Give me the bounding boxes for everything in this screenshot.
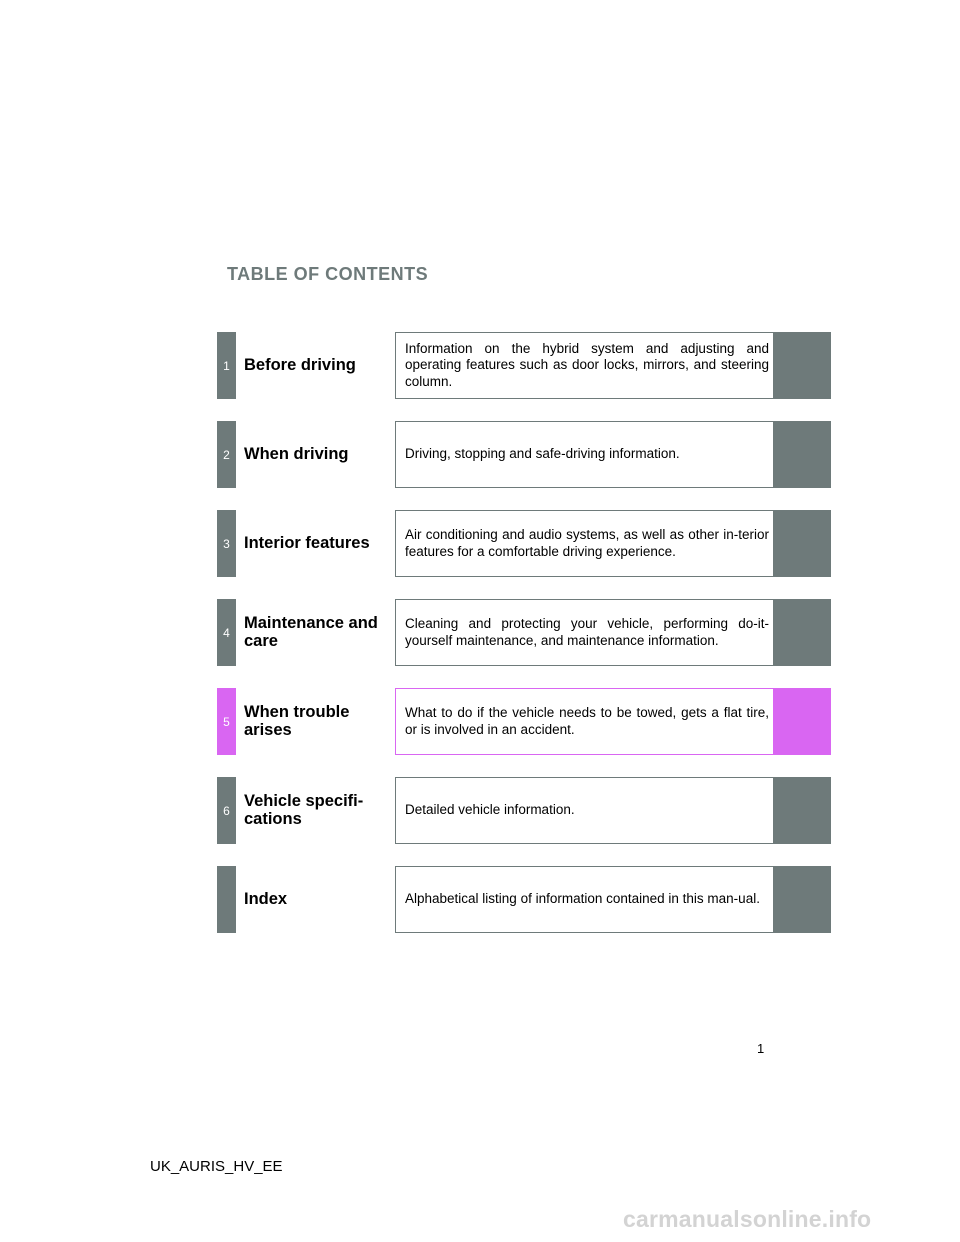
chapter-description-box [395, 510, 775, 577]
chapter-side-tab[interactable] [773, 332, 831, 399]
chapter-number-tab: 6 [217, 777, 236, 844]
toc-list [217, 332, 831, 955]
chapter-side-tab[interactable] [773, 421, 831, 488]
page-number: 1 [757, 1041, 765, 1056]
chapter-description: What to do if the vehicle needs to be towed, gets a flat tire, or is involved in an accident. [405, 705, 769, 737]
chapter-title[interactable]: Before driving [244, 355, 356, 374]
chapter-number-tab: 4 [217, 599, 236, 666]
toc-row-vehicle-specifications[interactable] [217, 777, 831, 844]
chapter-number-tab [217, 866, 236, 933]
chapter-side-tab[interactable] [773, 777, 831, 844]
chapter-title[interactable]: Vehicle specifi-cations [244, 792, 364, 828]
chapter-description: Driving, stopping and safe-driving information. [405, 446, 680, 462]
chapter-side-tab[interactable] [773, 866, 831, 933]
page-title: TABLE OF CONTENTS [227, 264, 429, 284]
document-code: UK_AURIS_HV_EE [150, 1158, 283, 1175]
watermark: carmanualsonline.info [623, 1206, 872, 1232]
chapter-description: Alphabetical listing of information contained in this man-ual. [405, 891, 760, 907]
chapter-side-tab[interactable] [773, 599, 831, 666]
toc-row-before-driving[interactable] [217, 332, 831, 399]
chapter-number-tab: 5 [217, 688, 236, 755]
chapter-number-tab: 2 [217, 421, 236, 488]
chapter-title[interactable]: When driving [244, 444, 349, 463]
chapter-description-box [395, 332, 775, 399]
chapter-description-box [395, 599, 775, 666]
chapter-side-tab[interactable] [773, 688, 831, 755]
toc-row-interior-features[interactable] [217, 510, 831, 577]
chapter-description-box [395, 866, 775, 933]
chapter-description: Cleaning and protecting your vehicle, performing do-it-yourself maintenance, and maintenance information. [405, 616, 769, 648]
chapter-number-tab: 1 [217, 332, 236, 399]
toc-row-index[interactable] [217, 866, 831, 933]
toc-row-maintenance-and-care[interactable] [217, 599, 831, 666]
chapter-description-box [395, 421, 775, 488]
chapter-description: Information on the hybrid system and adjusting and operating features such as door locks, mirrors, and steering column. [405, 340, 769, 389]
chapter-description-box [395, 777, 775, 844]
toc-row-when-trouble-arises[interactable] [217, 688, 831, 755]
chapter-side-tab[interactable] [773, 510, 831, 577]
chapter-description-box [395, 688, 775, 755]
chapter-description: Detailed vehicle information. [405, 802, 575, 818]
chapter-title[interactable]: Maintenance and care [244, 614, 378, 650]
chapter-title[interactable]: Interior features [244, 533, 370, 552]
chapter-description: Air conditioning and audio systems, as well as other in-terior features for a comfortable driving experience. [405, 527, 769, 559]
chapter-title[interactable]: When trouble arises [244, 703, 350, 739]
chapter-number-tab: 3 [217, 510, 236, 577]
toc-row-when-driving[interactable] [217, 421, 831, 488]
chapter-title[interactable]: Index [244, 889, 288, 908]
